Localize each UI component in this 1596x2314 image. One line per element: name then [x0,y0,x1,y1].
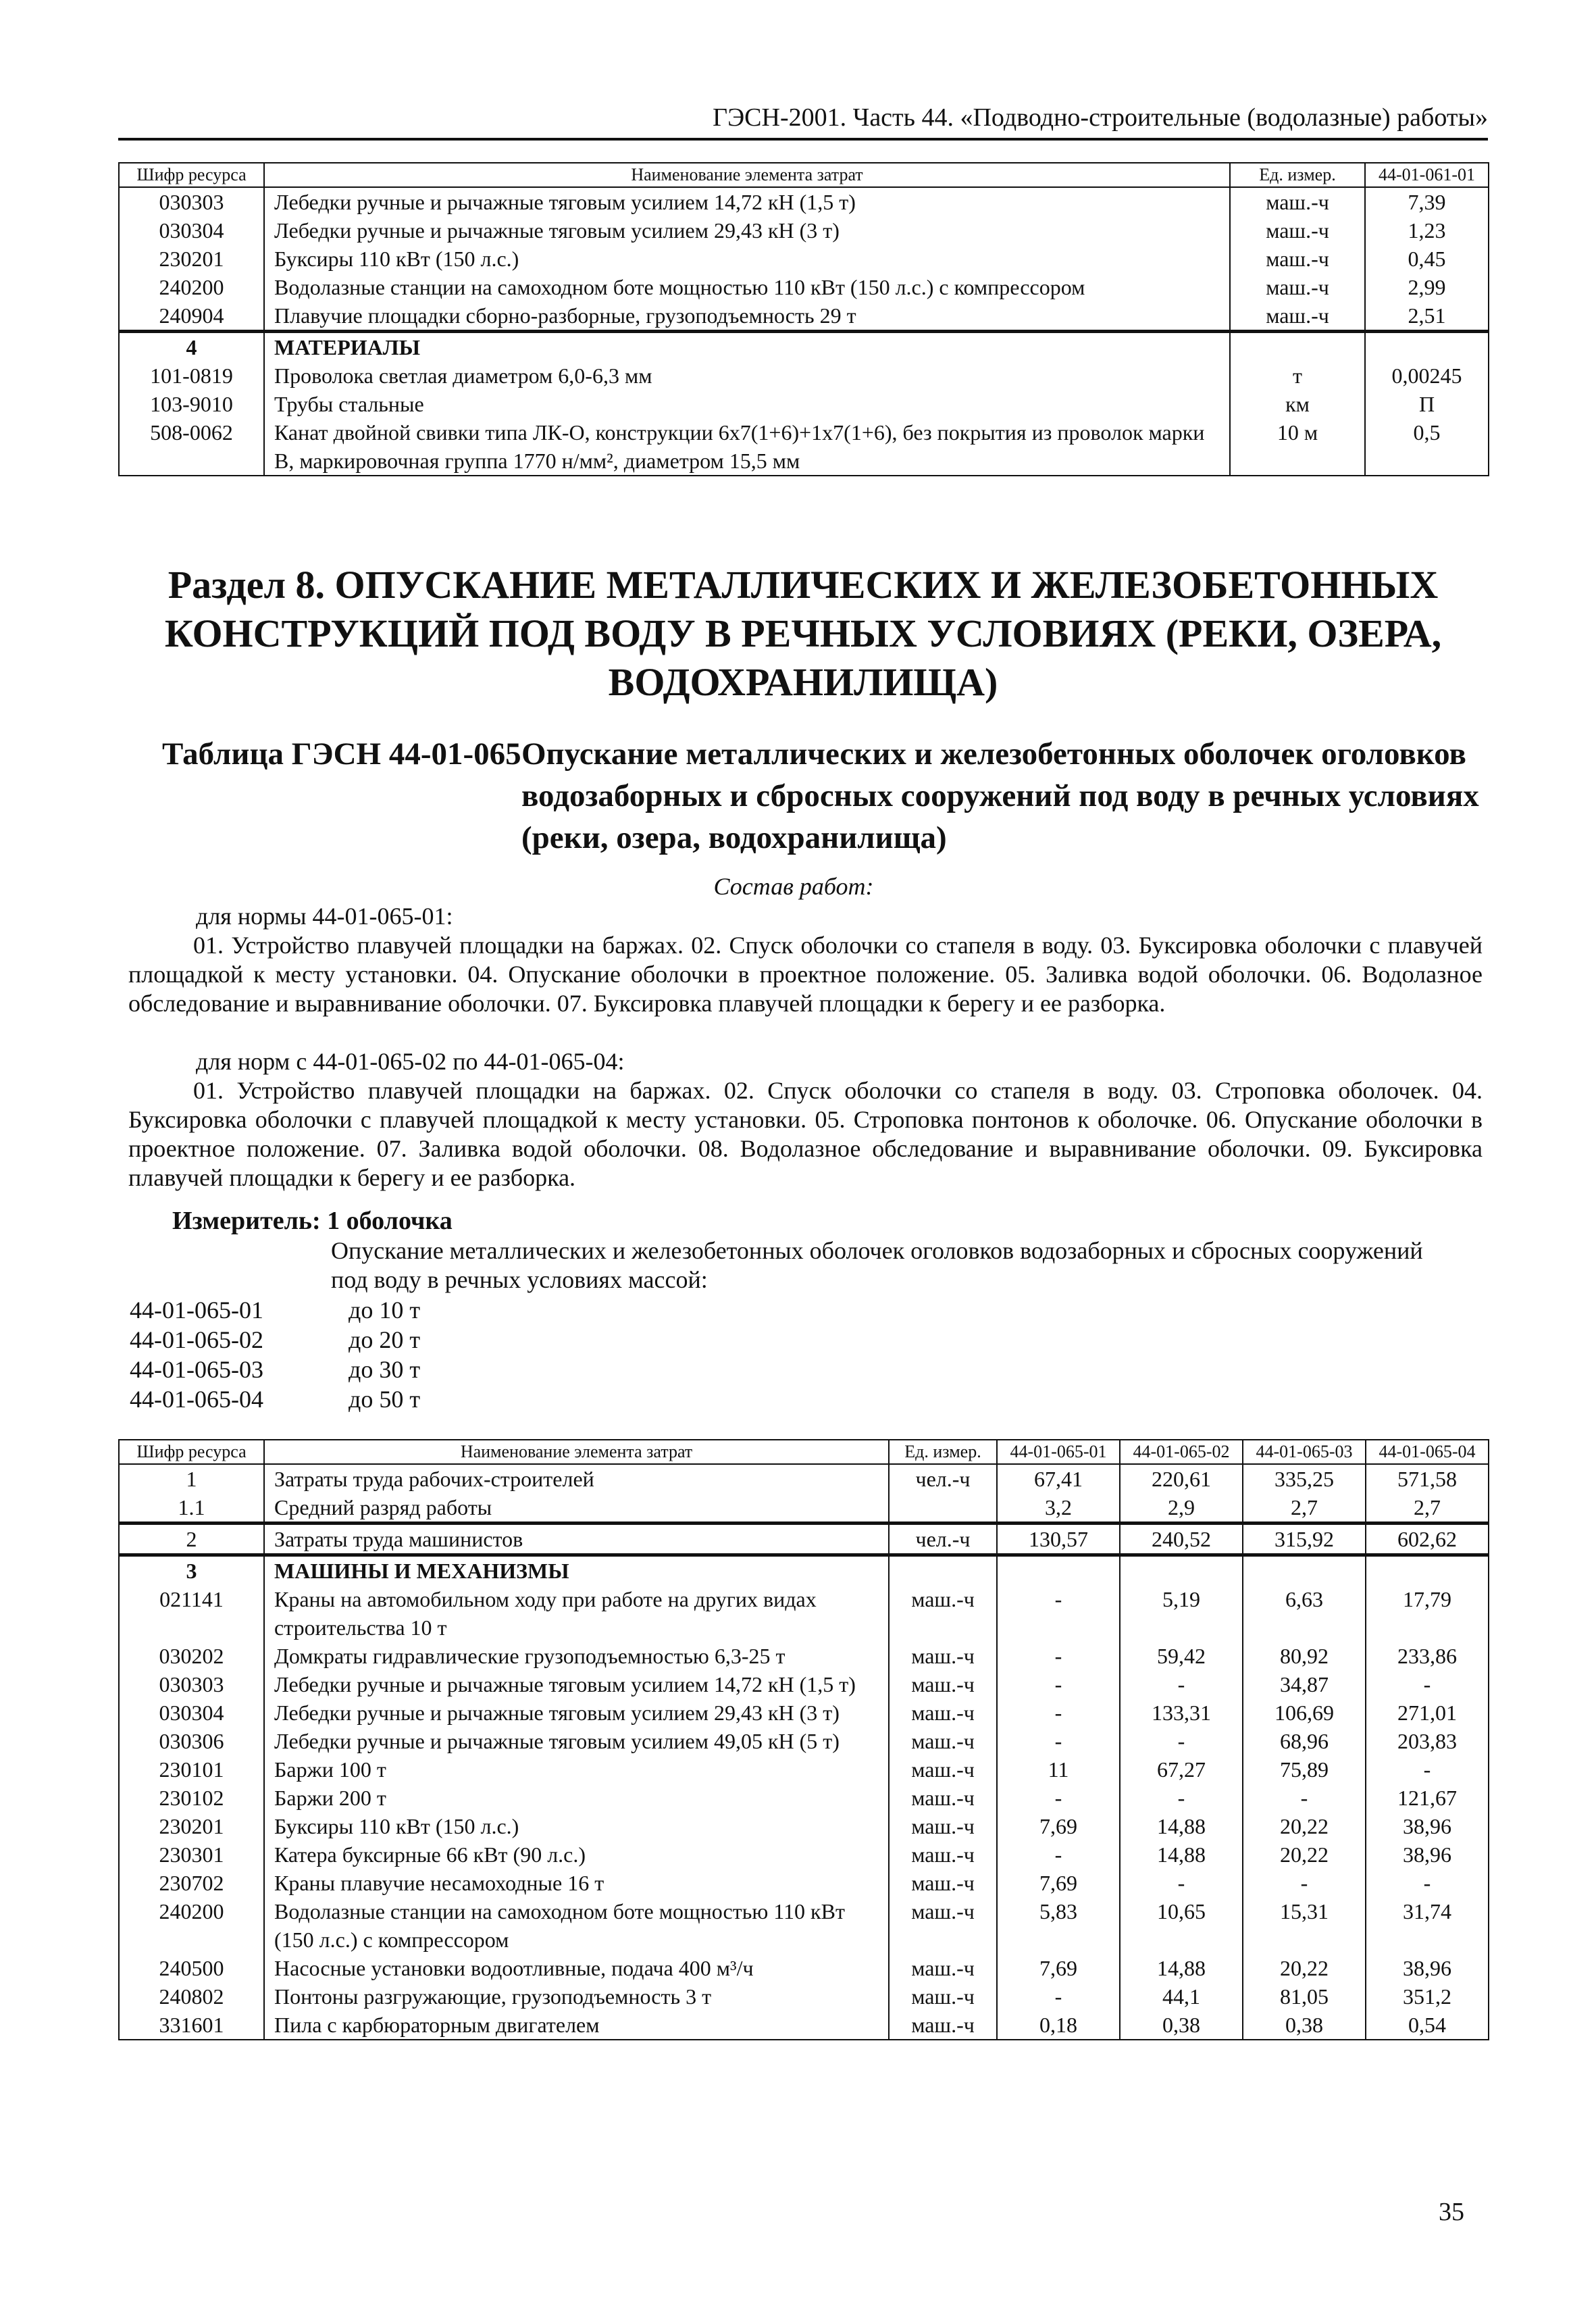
resource-name: Водолазные станции на самоходном боте мощностью 110 кВт (150 л.с.) с компрессором [264,1897,889,1954]
resource-value: - [1243,1784,1366,1812]
resource-value: 0,18 [997,2011,1120,2040]
resource-value: - [1366,1755,1489,1784]
resource-code: 331601 [119,2011,264,2040]
group-label: МАТЕРИАЛЫ [264,332,1230,362]
resource-value: 20,22 [1243,1954,1366,1982]
resource-name: Лебедки ручные и рычажные тяговым усилием 49,05 кН (5 т) [264,1727,889,1755]
resource-value: 2,51 [1365,301,1489,332]
group-label: МАШИНЫ И МЕХАНИЗМЫ [264,1555,889,1586]
resource-value: - [997,1840,1120,1869]
resource-unit: маш.-ч [889,1840,997,1869]
resource-unit: маш.-ч [1230,216,1365,245]
resource-value: 3,2 [997,1493,1120,1524]
resource-value: 130,57 [997,1524,1120,1555]
table-row [119,1464,1489,1493]
resource-value: 7,69 [997,1954,1120,1982]
resource-name: Лебедки ручные и рычажные тяговым усилием 29,43 кН (3 т) [264,216,1230,245]
resource-value: 11 [997,1755,1120,1784]
resource-value: 335,25 [1243,1464,1366,1493]
resource-unit: маш.-ч [889,1897,997,1954]
resource-value: 68,96 [1243,1727,1366,1755]
table-row [119,1812,1489,1840]
resource-unit: маш.-ч [889,1585,997,1642]
resource-value: 0,38 [1243,2011,1366,2040]
resource-value: 602,62 [1366,1524,1489,1555]
resource-value: - [997,1670,1120,1699]
table-row [119,2011,1489,2040]
resource-value: 203,83 [1366,1727,1489,1755]
resource-name: Затраты труда рабочих-строителей [264,1464,889,1493]
resource-name: Домкраты гидравлические грузоподъемностью 6,3-25 т [264,1642,889,1670]
resource-value: 233,86 [1366,1642,1489,1670]
resource-table-065 [118,1439,1489,2040]
resource-value: 0,00245 [1365,361,1489,390]
table-row [119,332,1489,362]
norm2-text: 01. Устройство плавучей площадки на баржах. 02. Спуск оболочки со стапеля в воду. 03. Строповка оболочек. 04. Буксировка оболочки с плавучей площадкой к месту установки. 05. Строповка понтонов к оболочке. 06. Опускание оболочки в проектное положение. 07. Заливка водой оболочки. 08. Водолазное обследование и выравнивание оболочки. 09. Буксировка плавучей площадки к берегу и ее разборка. [128,1077,1483,1191]
norm1-text: 01. Устройство плавучей площадки на баржах. 02. Спуск оболочки со стапеля в воду. 03. Буксировка оболочки с плавучей площадкой к месту установки. 04. Опускание оболочки в проектное положение. 05. Заливка водой оболочки. 06. Водолазное обследование и выравнивание оболочки. 07. Буксировка плавучей площадки к берегу и ее разборка. [128,932,1483,1017]
table-title-text: Опускание металлических и железобетонных оболочек оголовков водозаборных и сбросных сооружений под воду в речных условиях (реки, озера, водохранилища) [521,736,1479,855]
resource-code: 030304 [119,1699,264,1727]
resource-code: 230201 [119,245,264,273]
resource-code: 101-0819 [119,361,264,390]
resource-name: Пила с карбюраторным двигателем [264,2011,889,2040]
table-row [119,1699,1489,1727]
resource-value: 351,2 [1366,1982,1489,2011]
table-row [119,390,1489,418]
resource-unit: маш.-ч [889,1727,997,1755]
materials-group [119,332,1489,476]
measure-label: Измеритель: 1 оболочка [172,1207,453,1235]
resource-value: 0,45 [1365,245,1489,273]
norm2-label: для норм с 44-01-065-02 по 44-01-065-04: [196,1048,625,1075]
resource-value: П [1365,390,1489,418]
resource-value: 80,92 [1243,1642,1366,1670]
table-row [119,1524,1489,1555]
resource-name: Катера буксирные 66 кВт (90 л.с.) [264,1840,889,1869]
resource-value: 1,23 [1365,216,1489,245]
table-header-row [119,1440,1489,1464]
resource-code: 230301 [119,1840,264,1869]
table-row [119,1493,1489,1524]
resource-value: 5,19 [1120,1585,1243,1642]
resource-name: Баржи 100 т [264,1755,889,1784]
table-row [119,1982,1489,2011]
resource-code: 240500 [119,1954,264,1982]
resource-unit: маш.-ч [889,1755,997,1784]
table-row [119,361,1489,390]
resource-unit: чел.-ч [889,1524,997,1555]
table-row [119,1840,1489,1869]
resource-code: 508-0062 [119,418,264,476]
resource-value: - [1120,1727,1243,1755]
resource-name: Буксиры 110 кВт (150 л.с.) [264,1812,889,1840]
resource-code: 103-9010 [119,390,264,418]
resource-code: 030202 [119,1642,264,1670]
resource-value: 44,1 [1120,1982,1243,2011]
col-header-norm: 44-01-061-01 [1365,163,1489,187]
resource-name: Лебедки ручные и рычажные тяговым усилием 14,72 кН (1,5 т) [264,1670,889,1699]
resource-name: Буксиры 110 кВт (150 л.с.) [264,245,1230,273]
resource-value: 2,7 [1366,1493,1489,1524]
resource-value: 59,42 [1120,1642,1243,1670]
resource-unit: маш.-ч [1230,301,1365,332]
norm-code: 44-01-065-04 [130,1386,263,1413]
machines-group [119,187,1489,332]
resource-value: - [997,1585,1120,1642]
table-row [119,1555,1489,1586]
machines-group [119,1555,1489,2040]
table-title-prefix: Таблица ГЭСН 44-01-065 [162,736,521,772]
resource-value: 2,9 [1120,1493,1243,1524]
resource-code: 2 [119,1524,264,1555]
resource-value: 81,05 [1243,1982,1366,2011]
resource-value: - [1120,1670,1243,1699]
resource-value: 10,65 [1120,1897,1243,1954]
resource-value: 240,52 [1120,1524,1243,1555]
resource-value: 15,31 [1243,1897,1366,1954]
col-header-unit: Ед. измер. [1230,163,1365,187]
resource-value: 14,88 [1120,1812,1243,1840]
resource-name: Баржи 200 т [264,1784,889,1812]
col-header-norm: 44-01-065-01 [997,1440,1120,1464]
col-header-unit: Ед. измер. [889,1440,997,1464]
resource-value: - [997,1727,1120,1755]
resource-unit: маш.-ч [889,1812,997,1840]
running-header: ГЭСН-2001. Часть 44. «Подводно-строительные (водолазные) работы» [118,101,1488,141]
resource-name: Затраты труда машинистов [264,1524,889,1555]
resource-value: 7,69 [997,1869,1120,1897]
resource-value: - [997,1642,1120,1670]
page-number: 35 [1439,2198,1464,2226]
group-code: 3 [119,1555,264,1586]
resource-name: Проволока светлая диаметром 6,0-6,3 мм [264,361,1230,390]
resource-value: - [1366,1869,1489,1897]
resource-name: Лебедки ручные и рычажные тяговым усилием 29,43 кН (3 т) [264,1699,889,1727]
table-row [119,1784,1489,1812]
group-code: 4 [119,332,264,362]
table-row [119,216,1489,245]
resource-unit: маш.-ч [1230,245,1365,273]
resource-name: Краны на автомобильном ходу при работе на других видах строительства 10 т [264,1585,889,1642]
resource-code: 021141 [119,1585,264,1642]
resource-value: - [1120,1784,1243,1812]
resource-value: - [997,1982,1120,2011]
table-row [119,273,1489,301]
measure-description: Опускание металлических и железобетонных оболочек оголовков водозаборных и сбросных сооружений под воду в речных условиях массой: [331,1237,1423,1293]
resource-value: - [1120,1869,1243,1897]
resource-unit: маш.-ч [889,1954,997,1982]
table-row [119,418,1489,476]
resource-value: 6,63 [1243,1585,1366,1642]
resource-value: - [997,1784,1120,1812]
operators-group [119,1524,1489,1555]
table-row [119,1897,1489,1954]
resource-unit: маш.-ч [889,1699,997,1727]
col-header-norm: 44-01-065-03 [1243,1440,1366,1464]
resource-code: 030304 [119,216,264,245]
resource-code: 240200 [119,273,264,301]
resource-unit [889,1493,997,1524]
norm-code: 44-01-065-02 [130,1326,263,1353]
resource-value: 67,41 [997,1464,1120,1493]
resource-value: 571,58 [1366,1464,1489,1493]
table-row [119,1642,1489,1670]
resource-value: 67,27 [1120,1755,1243,1784]
resource-value: 121,67 [1366,1784,1489,1812]
resource-value: 34,87 [1243,1670,1366,1699]
resource-value: 0,38 [1120,2011,1243,2040]
resource-value: 17,79 [1366,1585,1489,1642]
resource-code: 230101 [119,1755,264,1784]
resource-value: 2,7 [1243,1493,1366,1524]
resource-name: Лебедки ручные и рычажные тяговым усилием 14,72 кН (1,5 т) [264,187,1230,216]
resource-code: 240802 [119,1982,264,2011]
col-header-norm: 44-01-065-02 [1120,1440,1243,1464]
resource-value: 2,99 [1365,273,1489,301]
resource-value: 20,22 [1243,1812,1366,1840]
resource-value: 0,5 [1365,418,1489,476]
resource-value: 38,96 [1366,1840,1489,1869]
col-header-name: Наименование элемента затрат [264,163,1230,187]
resource-value: 14,88 [1120,1840,1243,1869]
resource-unit: маш.-ч [889,1982,997,2011]
resource-value: 133,31 [1120,1699,1243,1727]
section-title: Раздел 8. ОПУСКАНИЕ МЕТАЛЛИЧЕСКИХ И ЖЕЛЕЗОБЕТОННЫХ КОНСТРУКЦИЙ ПОД ВОДУ В РЕЧНЫХ УСЛОВИЯХ (РЕКИ, ОЗЕРА, ВОДОХРАНИЛИЩА) [164,563,1442,704]
resource-code: 240904 [119,301,264,332]
resource-unit: т [1230,361,1365,390]
table-row [119,1727,1489,1755]
resource-value: 5,83 [997,1897,1120,1954]
norm-mass: до 50 т [349,1386,421,1413]
resource-value: - [1366,1670,1489,1699]
resource-unit: маш.-ч [889,1869,997,1897]
resource-value: 220,61 [1120,1464,1243,1493]
resource-unit: 10 м [1230,418,1365,476]
resource-name: Насосные установки водоотливные, подача 400 м³/ч [264,1954,889,1982]
resource-unit: маш.-ч [889,1784,997,1812]
table-row [119,1670,1489,1699]
resource-value: 0,54 [1366,2011,1489,2040]
resource-value: - [1243,1869,1366,1897]
resource-code: 030303 [119,1670,264,1699]
resource-code: 030303 [119,187,264,216]
composition-label: Состав работ: [713,873,874,900]
table-header-row [119,163,1489,187]
resource-unit: маш.-ч [889,2011,997,2040]
table-row [119,1755,1489,1784]
resource-unit: маш.-ч [889,1670,997,1699]
table-row [119,1585,1489,1642]
resource-value: 7,69 [997,1812,1120,1840]
col-header-norm: 44-01-065-04 [1366,1440,1489,1464]
norm-mass: до 30 т [349,1356,421,1383]
resource-name: Средний разряд работы [264,1493,889,1524]
resource-unit: чел.-ч [889,1464,997,1493]
resource-name: Водолазные станции на самоходном боте мощностью 110 кВт (150 л.с.) с компрессором [264,273,1230,301]
resource-table-061 [118,162,1489,476]
resource-value: 106,69 [1243,1699,1366,1727]
resource-code: 240200 [119,1897,264,1954]
resource-unit: км [1230,390,1365,418]
resource-name: Понтоны разгружающие, грузоподъемность 3 т [264,1982,889,2011]
table-row [119,1869,1489,1897]
resource-name: Канат двойной свивки типа ЛК-О, конструкции 6х7(1+6)+1х7(1+6), без покрытия из проволок марки В, маркировочная группа 1770 н/мм², диаметром 15,5 мм [264,418,1230,476]
resource-value: 315,92 [1243,1524,1366,1555]
resource-value: 75,89 [1243,1755,1366,1784]
resource-unit: маш.-ч [1230,187,1365,216]
col-header-name: Наименование элемента затрат [264,1440,889,1464]
resource-value: 7,39 [1365,187,1489,216]
col-header-code: Шифр ресурса [119,163,264,187]
resource-name: Плавучие площадки сборно-разборные, грузоподъемность 29 т [264,301,1230,332]
table-row [119,301,1489,332]
resource-unit: маш.-ч [1230,273,1365,301]
resource-value: 31,74 [1366,1897,1489,1954]
resource-value: 14,88 [1120,1954,1243,1982]
labor-group [119,1464,1489,1524]
resource-value: 38,96 [1366,1812,1489,1840]
resource-value: 271,01 [1366,1699,1489,1727]
table-row [119,1954,1489,1982]
norm-mass: до 10 т [349,1297,421,1324]
resource-code: 230702 [119,1869,264,1897]
table-row [119,245,1489,273]
resource-value: 20,22 [1243,1840,1366,1869]
table-row [119,187,1489,216]
norm-code: 44-01-065-01 [130,1297,263,1324]
resource-name: Трубы стальные [264,390,1230,418]
resource-code: 1 [119,1464,264,1493]
resource-unit: маш.-ч [889,1642,997,1670]
resource-value: 38,96 [1366,1954,1489,1982]
norm-code: 44-01-065-03 [130,1356,263,1383]
resource-code: 230102 [119,1784,264,1812]
norm-mass: до 20 т [349,1326,421,1353]
resource-name: Краны плавучие несамоходные 16 т [264,1869,889,1897]
resource-code: 1.1 [119,1493,264,1524]
col-header-code: Шифр ресурса [119,1440,264,1464]
norm1-label: для нормы 44-01-065-01: [196,903,453,930]
resource-code: 230201 [119,1812,264,1840]
resource-value: - [997,1699,1120,1727]
resource-code: 030306 [119,1727,264,1755]
